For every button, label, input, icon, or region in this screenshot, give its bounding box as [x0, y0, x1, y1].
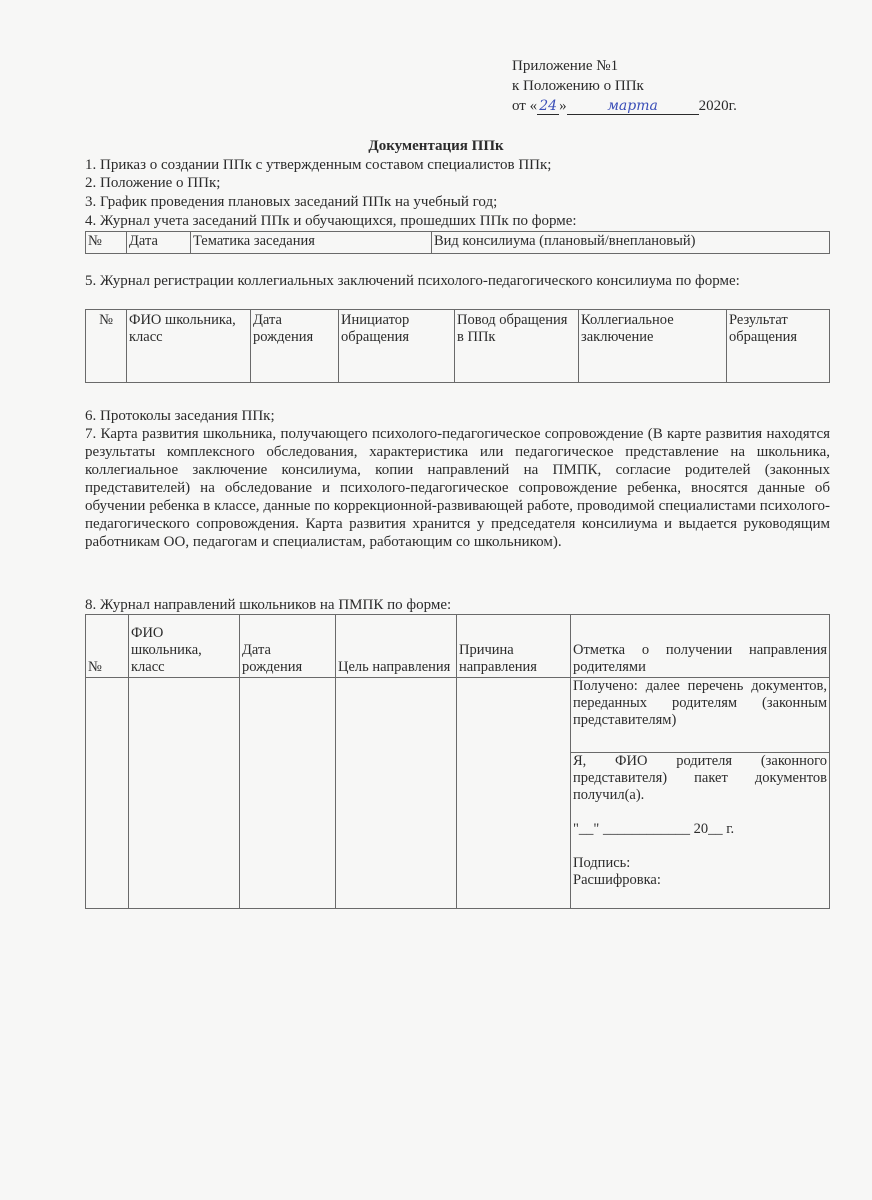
empty-cell-student: [129, 678, 240, 909]
appendix-date: [512, 96, 737, 116]
header-parent-mark-text: Отметка о получении направления родителями: [573, 642, 827, 675]
document-title: Документация ППк: [368, 138, 504, 154]
header-cell-number: №: [86, 310, 127, 383]
list-item-3: 3. График проведения плановых заседаний ППк на учебный год;: [85, 194, 498, 210]
date-prefix: от «: [512, 98, 538, 114]
header-cell-parent-mark: [571, 615, 830, 678]
decoding-label: Расшифровка:: [573, 872, 661, 888]
header-cell-result: Результат обращения: [727, 310, 830, 383]
acknowledgement-date-line: "__" ____________ 20__ г.: [573, 821, 735, 837]
list-item-6: 6. Протоколы заседания ППк;: [85, 408, 275, 424]
header-cell-student: ФИО школьника, класс: [127, 310, 251, 383]
header-cell-conclusion: Коллегиальное заключение: [579, 310, 727, 383]
list-item-4: 4. Журнал учета заседаний ППк и обучающихся, прошедших ППк по форме:: [85, 213, 577, 229]
header-cell-birthdate: Дата рождения: [251, 310, 339, 383]
empty-cell-goal: [336, 678, 457, 909]
pmpk-referrals-journal-table: [85, 614, 830, 909]
header-cell-cause: Причина направления: [457, 615, 571, 678]
empty-cell-number: [86, 678, 129, 909]
header-cell-goal: Цель направления: [336, 615, 457, 678]
appendix-number: Приложение №1: [512, 58, 619, 74]
date-year: 2020г.: [698, 98, 737, 114]
acknowledgement-text: Я, ФИО родителя (законного представителя) пакет документов получил(а).: [573, 753, 827, 803]
header-cell-birthdate: Дата рождения: [240, 615, 336, 678]
list-item-5: 5. Журнал регистрации коллегиальных заключений психолого-педагогического консилиума по форме:: [85, 273, 740, 289]
header-cell-topic: Тематика заседания: [191, 232, 432, 254]
table-header-row: [86, 310, 830, 383]
meetings-journal-table: [85, 231, 830, 254]
empty-cell-birthdate: [240, 678, 336, 909]
date-month-handwritten: марта: [567, 98, 699, 115]
list-item-7: 7. Карта развития школьника, получающего психолого-педагогическое сопровождение (В карте развития находятся результаты комплексного обследования, характеристика или педагогическое представление на школьника, коллегиальное заключение консилиума, копии направлений на ПМПК, согласие родителей (законных представителей) на обследование и психолого-педагогическое сопровождение ребенка, вносятся данные об обучении ребенка в классе, данные по коррекционной-развивающей работе, проводимой специалистами психолого-педагогического сопровождения. Карта развития хранится у председателя консилиума и выдается руководящим работникам ОО, педагогам и специалистам, работающим со школьником).: [85, 426, 830, 550]
received-documents-cell: Получено: далее перечень документов, переданных родителям (законным представителям): [571, 678, 830, 753]
empty-cell-cause: [457, 678, 571, 909]
header-cell-student: ФИО школьника, класс: [129, 615, 240, 678]
conclusions-journal-table: [85, 309, 830, 383]
header-cell-reason: Повод обращения в ППк: [455, 310, 579, 383]
table-header-row: [86, 232, 830, 254]
list-item-8: 8. Журнал направлений школьников на ПМПК по форме:: [85, 597, 452, 613]
header-cell-number: №: [86, 615, 129, 678]
appendix-header: [512, 56, 737, 116]
header-cell-number: №: [86, 232, 127, 254]
date-mid: »: [559, 98, 567, 114]
table-header-row: [86, 615, 830, 678]
table-row: [86, 678, 830, 753]
date-day-handwritten: 24: [537, 98, 559, 115]
list-item-1: 1. Приказ о создании ППк с утвержденным составом специалистов ППк;: [85, 157, 552, 173]
signature-label: Подпись:: [573, 855, 631, 871]
header-cell-type: Вид консилиума (плановый/внеплановый): [432, 232, 830, 254]
appendix-reference: к Положению о ППк: [512, 78, 644, 94]
parent-acknowledgement-cell: [571, 753, 830, 909]
header-cell-date: Дата: [127, 232, 191, 254]
list-item-2: 2. Положение о ППк;: [85, 175, 221, 191]
header-cell-initiator: Инициатор обращения: [339, 310, 455, 383]
